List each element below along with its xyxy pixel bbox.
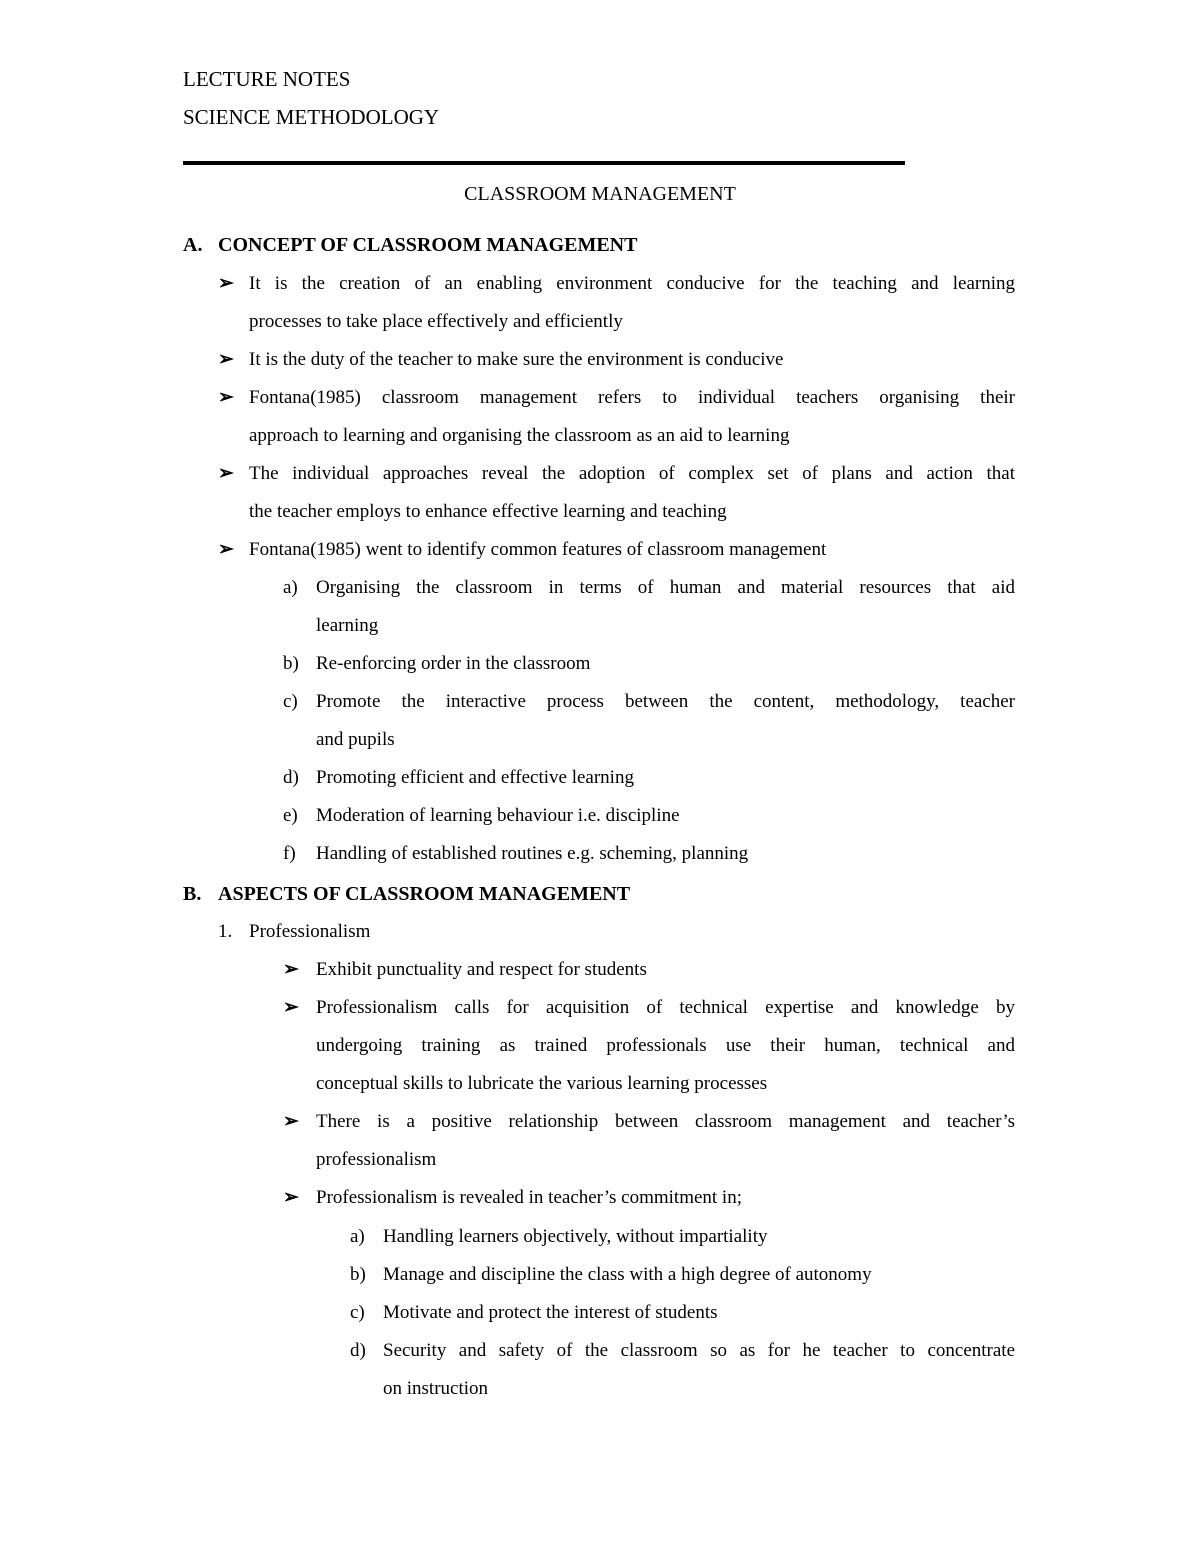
- feature-d-line1: Promoting efficient and effective learning: [316, 767, 634, 788]
- feature-f-line1: Handling of established routines e.g. scheming, planning: [316, 843, 749, 864]
- feature-c-line2: and pupils: [316, 729, 395, 750]
- feature-marker: a): [283, 577, 298, 598]
- bullet-b3-line2: professionalism: [316, 1149, 437, 1170]
- header-divider: [183, 161, 905, 165]
- header-line-2: SCIENCE METHODOLOGY: [183, 105, 440, 129]
- bullet-b2-line3: conceptual skills to lubricate the various learning processes: [316, 1073, 768, 1094]
- section-b-heading: ASPECTS OF CLASSROOM MANAGEMENT: [218, 883, 631, 905]
- feature-marker: d): [283, 767, 299, 788]
- commitment-a-line1: Handling learners objectively, without impartiality: [383, 1226, 768, 1247]
- bullet-b3-line1: There is a positive relationship between classroom management and teacher’s: [316, 1111, 1015, 1132]
- bullet-a5-line1: Fontana(1985) went to identify common features of classroom management: [249, 539, 827, 560]
- feature-marker: f): [283, 843, 296, 864]
- feature-a-line2: learning: [316, 615, 379, 636]
- bullet-a2-line1: It is the duty of the teacher to make sure the environment is conducive: [249, 349, 784, 370]
- bullet-arrow-icon: ➢: [283, 1187, 299, 1208]
- bullet-arrow-icon: ➢: [218, 387, 234, 408]
- commitment-marker: a): [350, 1226, 365, 1247]
- commitment-d-line2: on instruction: [383, 1378, 489, 1399]
- bullet-a1-line1: It is the creation of an enabling environment conducive for the teaching and learning: [249, 273, 1015, 294]
- bullet-arrow-icon: ➢: [283, 1111, 299, 1132]
- bullet-arrow-icon: ➢: [283, 959, 299, 980]
- feature-marker: c): [283, 691, 298, 712]
- commitment-d-line1: Security and safety of the classroom so as for he teacher to concentrate: [383, 1340, 1015, 1361]
- item-1-label: Professionalism: [249, 921, 371, 942]
- document-title: CLASSROOM MANAGEMENT: [464, 183, 736, 205]
- bullet-a1-line2: processes to take place effectively and efficiently: [249, 311, 623, 332]
- bullet-a4-line2: the teacher employs to enhance effective learning and teaching: [249, 501, 727, 522]
- bullet-b2-line1: Professionalism calls for acquisition of technical expertise and knowledge by: [316, 997, 1015, 1018]
- commitment-marker: b): [350, 1264, 366, 1285]
- bullet-arrow-icon: ➢: [218, 273, 234, 294]
- bullet-b1-line1: Exhibit punctuality and respect for students: [316, 959, 647, 980]
- section-b-letter: B.: [183, 883, 202, 905]
- commitment-marker: c): [350, 1302, 365, 1323]
- section-a-heading: CONCEPT OF CLASSROOM MANAGEMENT: [218, 234, 638, 256]
- feature-marker: e): [283, 805, 298, 826]
- commitment-marker: d): [350, 1340, 366, 1361]
- commitment-b-line1: Manage and discipline the class with a high degree of autonomy: [383, 1264, 872, 1285]
- bullet-a4-line1: The individual approaches reveal the adoption of complex set of plans and action that: [249, 463, 1015, 484]
- commitment-c-line1: Motivate and protect the interest of students: [383, 1302, 718, 1323]
- bullet-b4-line1: Professionalism is revealed in teacher’s commitment in;: [316, 1187, 742, 1208]
- feature-marker: b): [283, 653, 299, 674]
- feature-b-line1: Re-enforcing order in the classroom: [316, 653, 591, 674]
- section-a-letter: A.: [183, 234, 203, 256]
- item-1-marker: 1.: [218, 921, 233, 942]
- bullet-arrow-icon: ➢: [218, 539, 234, 560]
- bullet-a3-line1: Fontana(1985) classroom management refers to individual teachers organising their: [249, 387, 1015, 408]
- feature-a-line1: Organising the classroom in terms of human and material resources that aid: [316, 577, 1015, 598]
- bullet-arrow-icon: ➢: [218, 463, 234, 484]
- feature-e-line1: Moderation of learning behaviour i.e. discipline: [316, 805, 680, 826]
- bullet-b2-line2: undergoing training as trained professionals use their human, technical and: [316, 1035, 1015, 1056]
- bullet-a3-line2: approach to learning and organising the classroom as an aid to learning: [249, 425, 790, 446]
- feature-c-line1: Promote the interactive process between the content, methodology, teacher: [316, 691, 1015, 712]
- bullet-arrow-icon: ➢: [218, 349, 234, 370]
- bullet-arrow-icon: ➢: [283, 997, 299, 1018]
- header-line-1: LECTURE NOTES: [183, 67, 351, 91]
